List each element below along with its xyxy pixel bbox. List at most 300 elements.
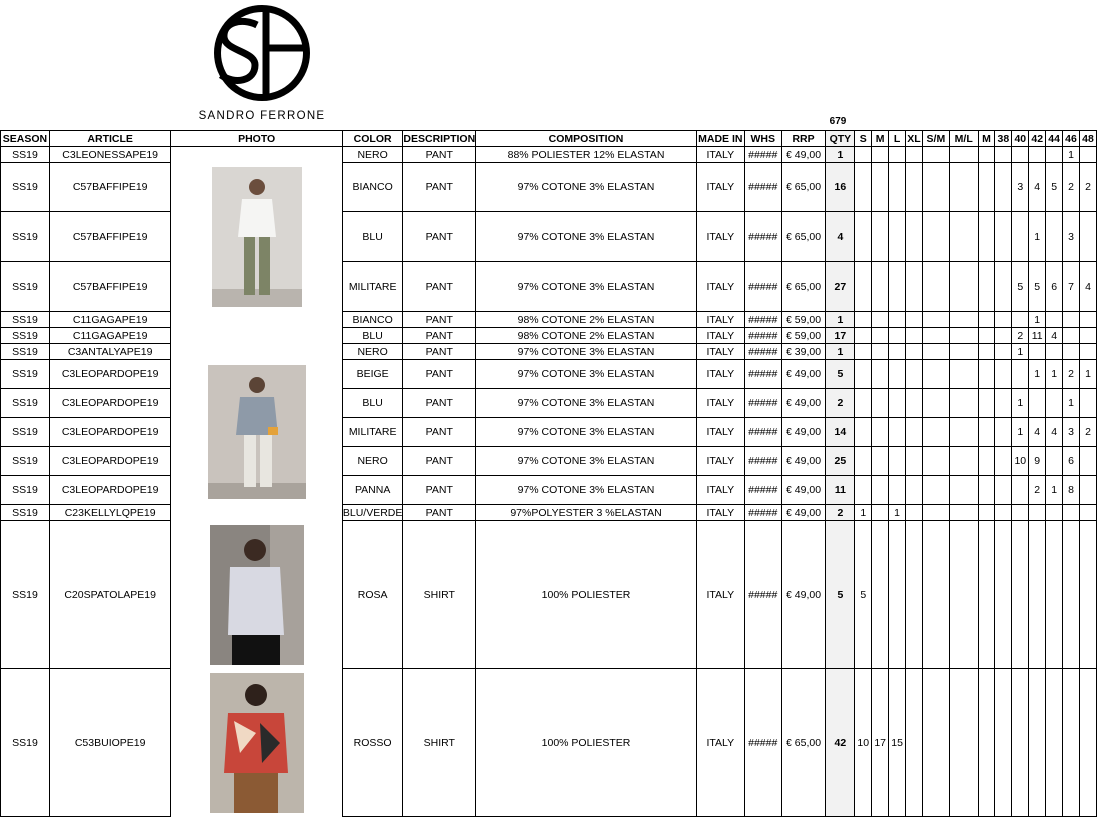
size-qty-cell [872,262,889,312]
color-cell: PANNA [342,476,403,505]
col-description: DESCRIPTION [403,132,476,145]
table-row [1,147,1097,163]
made-in-cell: ITALY [696,328,744,344]
made-in-cell: ITALY [696,447,744,476]
table-row [1,262,1097,312]
photo-cell [171,163,342,312]
size-qty-cell: 1 [1046,476,1063,505]
whs-cell: ##### [744,521,781,669]
article-cell: C11GAGAPE19 [49,312,170,328]
qty-cell: 1 [826,147,855,163]
table-row [1,389,1097,418]
col-rrp: RRP [781,131,826,147]
size-qty-cell [1029,505,1046,521]
size-qty-cell: 1 [1029,212,1046,262]
whs-cell: ##### [744,389,781,418]
size-qty-cell [1046,669,1063,817]
size-qty-cell [1029,669,1046,817]
size-qty-cell: 10 [1012,447,1029,476]
size-qty-cell [889,521,906,669]
size-qty-cell [1046,389,1063,418]
composition-cell: 88% POLIESTER 12% ELASTAN [476,147,697,163]
size-qty-cell [995,344,1012,360]
composition-cell: 97% COTONE 3% ELASTAN [476,212,697,262]
season-cell: SS19 [1,212,50,262]
size-qty-cell [978,147,995,163]
size-qty-cell [906,418,923,447]
size-qty-cell [906,521,923,669]
season-cell: SS19 [1,505,50,521]
col-size: 46 [1063,131,1080,147]
description-cell: PANT [403,262,476,312]
table-row [1,669,1097,817]
photo-cell [171,328,342,344]
rrp-cell: € 59,00 [781,312,826,328]
whs-cell: ##### [744,418,781,447]
size-qty-cell: 2 [1079,163,1096,212]
composition-cell: 97% COTONE 3% ELASTAN [476,262,697,312]
description-cell: SHIRT [403,521,476,669]
size-qty-cell: 2 [1063,360,1080,389]
size-qty-cell [978,344,995,360]
size-qty-cell [889,312,906,328]
color-cell: MILITARE [342,418,403,447]
size-qty-cell: 1 [889,505,906,521]
size-qty-cell [906,447,923,476]
product-photo [208,365,306,499]
size-qty-cell [1079,476,1096,505]
table-row [1,360,1097,389]
whs-cell: ##### [744,328,781,344]
size-qty-cell [1046,447,1063,476]
size-qty-cell [1046,521,1063,669]
article-cell: C3LEOPARDOPE19 [49,360,170,389]
article-cell: C3ANTALYAPE19 [49,344,170,360]
size-qty-cell [906,344,923,360]
size-qty-cell [855,312,872,328]
col-whs: WHS [744,131,781,147]
size-qty-cell: 7 [1063,262,1080,312]
size-qty-cell: 4 [1046,328,1063,344]
made-in-cell: ITALY [696,669,744,817]
size-qty-cell [978,389,995,418]
photo-cell [171,147,342,163]
size-qty-cell [1079,669,1096,817]
rrp-cell: € 49,00 [781,447,826,476]
total-qty: 679 [829,116,847,127]
size-qty-cell [949,418,978,447]
size-qty-cell [906,360,923,389]
size-qty-cell: 9 [1029,447,1046,476]
description-cell: PANT [403,360,476,389]
size-qty-cell [922,312,949,328]
size-qty-cell [949,312,978,328]
color-cell: BIANCO [342,312,403,328]
rrp-cell: € 65,00 [781,669,826,817]
whs-cell: ##### [744,262,781,312]
made-in-cell: ITALY [696,476,744,505]
size-qty-cell: 1 [1063,147,1080,163]
size-qty-cell [1046,505,1063,521]
col-size: 48 [1079,131,1096,147]
size-qty-cell: 6 [1063,447,1080,476]
size-qty-cell [995,163,1012,212]
size-qty-cell [978,669,995,817]
photo-cell [171,505,342,521]
size-qty-cell: 2 [1029,476,1046,505]
made-in-cell: ITALY [696,163,744,212]
size-qty-cell [922,505,949,521]
photo-cell [171,669,342,817]
whs-cell: ##### [744,447,781,476]
col-size: S/M [922,131,949,147]
photo-cell [171,521,342,669]
size-qty-cell [1079,505,1096,521]
size-qty-cell [906,163,923,212]
size-qty-cell [889,476,906,505]
size-qty-cell [995,262,1012,312]
size-qty-cell [1063,344,1080,360]
size-qty-cell: 1 [1079,360,1096,389]
season-cell: SS19 [1,418,50,447]
size-qty-cell [978,262,995,312]
table-row [1,447,1097,476]
size-qty-cell [906,669,923,817]
order-sheet [0,130,1097,817]
size-qty-cell [872,360,889,389]
composition-cell: 97% COTONE 3% ELASTAN [476,476,697,505]
rrp-cell: € 39,00 [781,344,826,360]
description-cell: PANT [403,212,476,262]
qty-cell: 2 [826,389,855,418]
size-qty-cell: 8 [1063,476,1080,505]
table-row [1,505,1097,521]
composition-cell: 97% COTONE 3% ELASTAN [476,344,697,360]
size-qty-cell [1029,521,1046,669]
size-qty-cell [922,669,949,817]
color-cell: BEIGE [342,360,403,389]
photo-cell [171,312,342,328]
whs-cell: ##### [744,669,781,817]
size-qty-cell [1063,328,1080,344]
col-size: 38 [995,131,1012,147]
size-qty-cell [978,521,995,669]
article-cell: C3LEOPARDOPE19 [49,447,170,476]
size-qty-cell: 2 [1079,418,1096,447]
article-cell: C57BAFFIPE19 [49,262,170,312]
rrp-cell: € 59,00 [781,328,826,344]
size-qty-cell [872,476,889,505]
size-qty-cell [995,447,1012,476]
size-qty-cell: 3 [1063,212,1080,262]
color-cell: NERO [342,344,403,360]
size-qty-cell [922,212,949,262]
sf-logo-icon [191,3,333,107]
size-qty-cell [978,447,995,476]
size-qty-cell [995,521,1012,669]
color-cell: NERO [342,147,403,163]
size-qty-cell [889,262,906,312]
size-qty-cell [922,262,949,312]
composition-cell: 97%POLYESTER 3 %ELASTAN [476,505,697,521]
size-qty-cell [922,389,949,418]
size-qty-cell [872,521,889,669]
size-qty-cell [949,360,978,389]
table-row [1,312,1097,328]
size-qty-cell [855,360,872,389]
size-qty-cell [922,360,949,389]
size-qty-cell [906,389,923,418]
size-qty-cell [949,476,978,505]
size-qty-cell [995,360,1012,389]
photo-cell [171,344,342,360]
composition-cell: 97% COTONE 3% ELASTAN [476,418,697,447]
size-qty-cell [1079,447,1096,476]
size-qty-cell [949,262,978,312]
size-qty-cell [949,147,978,163]
size-qty-cell: 1 [1012,418,1029,447]
color-cell: BLU [342,328,403,344]
size-qty-cell [995,418,1012,447]
size-qty-cell [872,328,889,344]
whs-cell: ##### [744,505,781,521]
table-row [1,418,1097,447]
col-size: S [855,131,872,147]
size-qty-cell [872,344,889,360]
description-cell: PANT [403,476,476,505]
qty-cell: 11 [826,476,855,505]
product-photo [210,673,304,813]
whs-cell: ##### [744,476,781,505]
whs-cell: ##### [744,212,781,262]
size-qty-cell: 5 [1029,262,1046,312]
rrp-cell: € 49,00 [781,360,826,389]
product-photo [210,525,304,665]
size-qty-cell [995,312,1012,328]
table-row [1,328,1097,344]
size-qty-cell [1063,669,1080,817]
col-qty: QTY [826,131,855,147]
size-qty-cell: 1 [1029,312,1046,328]
size-qty-cell [855,418,872,447]
size-qty-cell [855,163,872,212]
article-cell: C57BAFFIPE19 [49,212,170,262]
size-qty-cell [906,476,923,505]
season-cell: SS19 [1,360,50,389]
season-cell: SS19 [1,476,50,505]
description-cell: PANT [403,505,476,521]
size-qty-cell [1079,212,1096,262]
size-qty-cell [995,328,1012,344]
description-cell: PANT [403,328,476,344]
rrp-cell: € 49,00 [781,147,826,163]
size-qty-cell: 4 [1079,262,1096,312]
description-cell: PANT [403,163,476,212]
whs-cell: ##### [744,312,781,328]
col-photo: PHOTO [171,131,342,147]
size-qty-cell [1012,669,1029,817]
rrp-cell: € 49,00 [781,418,826,447]
description-cell: PANT [403,447,476,476]
size-qty-cell [1029,389,1046,418]
col-season: SEASON [1,131,50,147]
size-qty-cell: 1 [1063,389,1080,418]
rrp-cell: € 49,00 [781,505,826,521]
size-qty-cell [949,212,978,262]
article-cell: C11GAGAPE19 [49,328,170,344]
size-qty-cell [949,389,978,418]
size-qty-cell [1029,344,1046,360]
article-cell: C3LEONESSAPE19 [49,147,170,163]
size-qty-cell: 5 [1046,163,1063,212]
color-cell: ROSSO [342,669,403,817]
size-qty-cell: 2 [1012,328,1029,344]
size-qty-cell: 1 [855,505,872,521]
size-qty-cell [949,328,978,344]
size-qty-cell [906,212,923,262]
qty-cell: 5 [826,360,855,389]
composition-cell: 98% COTONE 2% ELASTAN [476,328,697,344]
size-qty-cell [922,447,949,476]
size-qty-cell [1012,212,1029,262]
size-qty-cell [995,505,1012,521]
size-qty-cell [1012,312,1029,328]
size-qty-cell [978,360,995,389]
size-qty-cell [922,147,949,163]
whs-cell: ##### [744,163,781,212]
size-qty-cell [889,389,906,418]
size-qty-cell: 1 [1029,360,1046,389]
size-qty-cell [889,344,906,360]
size-qty-cell [855,262,872,312]
size-qty-cell [1079,521,1096,669]
season-cell: SS19 [1,262,50,312]
article-cell: C23KELLYLQPE19 [49,505,170,521]
made-in-cell: ITALY [696,418,744,447]
size-qty-cell [922,521,949,669]
qty-cell: 16 [826,163,855,212]
made-in-cell: ITALY [696,344,744,360]
size-qty-cell: 2 [1063,163,1080,212]
qty-cell: 1 [826,344,855,360]
brand-name: SANDRO FERRONE [198,110,326,122]
size-qty-cell [872,389,889,418]
size-qty-cell [922,328,949,344]
color-cell: BIANCO [342,163,403,212]
qty-cell: 4 [826,212,855,262]
article-cell: C53BUIOPE19 [49,669,170,817]
size-qty-cell [1063,505,1080,521]
made-in-cell: ITALY [696,262,744,312]
made-in-cell: ITALY [696,312,744,328]
article-cell: C3LEOPARDOPE19 [49,418,170,447]
size-qty-cell [889,212,906,262]
made-in-cell: ITALY [696,389,744,418]
composition-cell: 97% COTONE 3% ELASTAN [476,447,697,476]
size-qty-cell [978,312,995,328]
size-qty-cell [889,163,906,212]
size-qty-cell: 11 [1029,328,1046,344]
table-row [1,163,1097,212]
description-cell: PANT [403,344,476,360]
season-cell: SS19 [1,328,50,344]
size-qty-cell [855,147,872,163]
whs-cell: ##### [744,344,781,360]
size-qty-cell [1012,521,1029,669]
color-cell: BLU [342,212,403,262]
article-cell: C3LEOPARDOPE19 [49,476,170,505]
col-color: COLOR [342,131,403,147]
size-qty-cell [949,447,978,476]
header-row [1,131,1097,147]
size-qty-cell [1012,147,1029,163]
rrp-cell: € 65,00 [781,212,826,262]
size-qty-cell: 3 [1012,163,1029,212]
size-qty-cell: 10 [855,669,872,817]
size-qty-cell [1046,212,1063,262]
description-cell: PANT [403,389,476,418]
article-cell: C20SPATOLAPE19 [49,521,170,669]
size-qty-cell [949,669,978,817]
size-qty-cell [1012,505,1029,521]
col-size: XL [907,132,921,145]
season-cell: SS19 [1,447,50,476]
size-qty-cell [922,476,949,505]
size-qty-cell [995,212,1012,262]
size-qty-cell [1079,312,1096,328]
size-qty-cell [855,476,872,505]
color-cell: BLU [342,389,403,418]
composition-cell: 97% COTONE 3% ELASTAN [476,163,697,212]
qty-cell: 14 [826,418,855,447]
qty-cell: 27 [826,262,855,312]
col-size: M/L [949,131,978,147]
color-cell: NERO [342,447,403,476]
size-qty-cell [995,147,1012,163]
size-qty-cell [1079,147,1096,163]
size-qty-cell [872,447,889,476]
size-qty-cell [995,476,1012,505]
size-qty-cell [889,328,906,344]
size-qty-cell: 17 [872,669,889,817]
col-article: ARTICLE [49,131,170,147]
size-qty-cell [906,328,923,344]
size-qty-cell [949,521,978,669]
rrp-cell: € 65,00 [781,262,826,312]
whs-cell: ##### [744,360,781,389]
size-qty-cell [1046,344,1063,360]
size-qty-cell [1063,312,1080,328]
qty-cell: 2 [826,505,855,521]
col-size: M [978,131,995,147]
season-cell: SS19 [1,389,50,418]
size-qty-cell: 1 [1012,344,1029,360]
size-qty-cell [1046,312,1063,328]
size-qty-cell [922,163,949,212]
composition-cell: 97% COTONE 3% ELASTAN [476,360,697,389]
size-qty-cell [872,212,889,262]
made-in-cell: ITALY [696,505,744,521]
whs-cell: ##### [744,147,781,163]
size-qty-cell [949,505,978,521]
size-qty-cell [906,312,923,328]
article-cell: C3LEOPARDOPE19 [49,389,170,418]
size-qty-cell [889,360,906,389]
size-qty-cell [906,505,923,521]
composition-cell: 100% POLIESTER [476,521,697,669]
size-qty-cell [978,476,995,505]
size-qty-cell [978,505,995,521]
